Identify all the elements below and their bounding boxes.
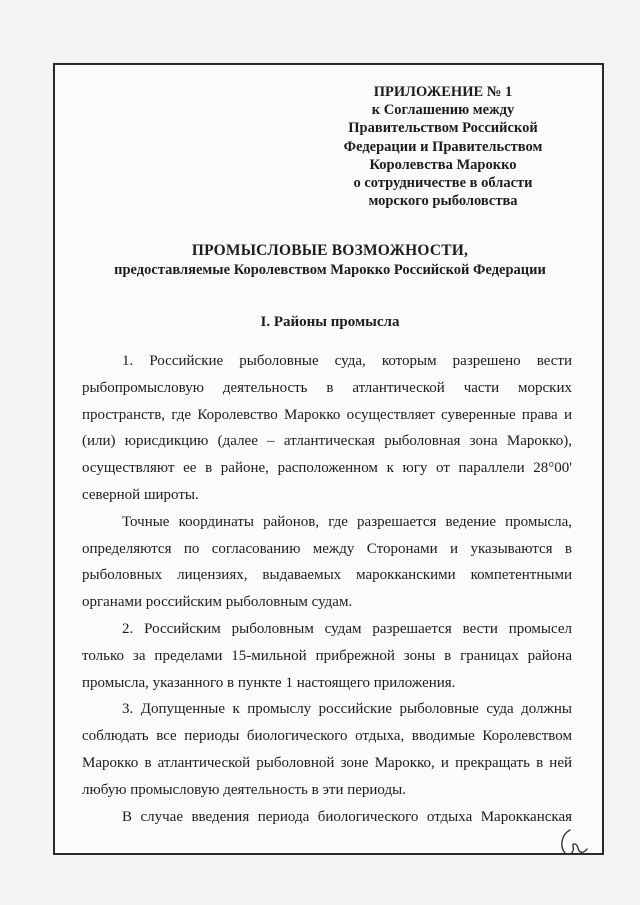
paragraph: Точные координаты районов, где разрешается ведение промысла, определяются по согласованию между Сторонами и указываются в рыболовных лицензиях, выдаваемых марокканскими компетентными органами российским рыболовным судам.: [82, 513, 572, 611]
paragraph: В случае введения периода биологического отдыха Марокканская: [122, 808, 572, 825]
appendix-line: Королевства Марокко: [369, 156, 517, 173]
paragraph: 3. Допущенные к промыслу российские рыболовные суда должны соблюдать все периоды биологического отдыха, вводимые Королевством Марокко в атлантической рыболовной зоне Марокко, и прекращать в ней любую промысловую деятельность в эти периоды.: [82, 701, 572, 798]
appendix-line: морского рыболовства: [368, 193, 518, 210]
paragraph: 1. Российские рыболовные суда, которым разрешено вести рыбопромысловую деятельность в атлантической части морских пространств, где Королевство Марокко осуществляет суверенные права и (или) юрисдикцию (далее – атлантическая рыболовная зона Марокко), осуществляют ее в районе, расположенном к югу от параллели 28°00' северной широты.: [82, 353, 572, 503]
appendix-line: ПРИЛОЖЕНИЕ № 1: [373, 84, 513, 100]
appendix-line: Правительством Российской: [348, 120, 538, 137]
initials-signature-icon: [556, 826, 590, 860]
document-subtitle: предоставляемые Королевством Марокко Российской Федерации: [114, 262, 546, 278]
appendix-line: о сотрудничестве в области: [353, 175, 533, 192]
document-title: ПРОМЫСЛОВЫЕ ВОЗМОЖНОСТИ,: [191, 242, 469, 259]
document-body: [82, 348, 572, 830]
appendix-header: [328, 83, 558, 210]
section-heading: I. Районы промысла: [260, 314, 400, 330]
appendix-line: Федерации и Правительством: [343, 138, 543, 155]
paragraph: 2. Российским рыболовным судам разрешается вести промысел только за пределами 15-мильной прибрежной зоны в границах района промысла, указанного в пункте 1 настоящего приложения.: [82, 620, 572, 691]
appendix-line: к Соглашению между: [371, 102, 515, 119]
